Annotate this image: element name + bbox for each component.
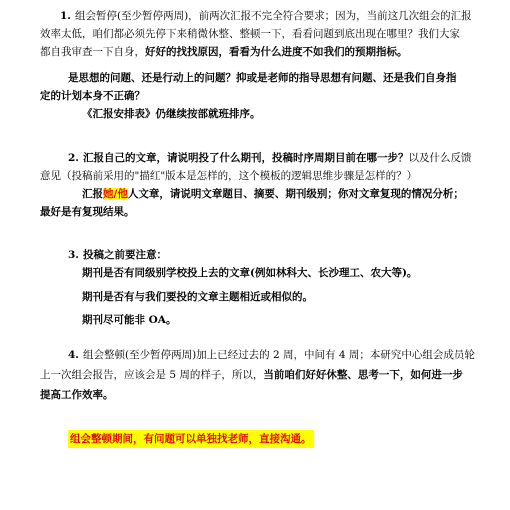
section-4-line-2: 上一次组会报告，应该会是 5 周的样子，所以，当前咱们好好休整、思考一下，如何进一步 [40, 369, 463, 381]
section-4-number: 4. [68, 349, 79, 361]
section-1-line-1: 1. 组会暂停(至少暂停两周)，前两次汇报不完全符合要求；因为，当前这几次组会的汇报 [60, 10, 472, 22]
section-3-item-2: 期刊是否有与我们要投的文章主题相近或相似的。 [82, 291, 313, 303]
section-1-line-5: 定的计划本身不正确？ [40, 90, 145, 102]
section-4-line-3: 提高工作效率。 [40, 389, 114, 401]
section-1-line-2: 效率太低，咱们都必须先停下来稍微休整、整顿一下，看看问题到底出现在哪里？我们大家 [40, 28, 460, 40]
highlighted-notice-banner: 组会整顿期间，有问题可以单独找老师，直接沟通。 [68, 430, 314, 448]
section-2-line-1: 2. 汇报自己的文章，请说明投了什么期刊，投稿时序周期目前在哪一步？以及什么反馈 [68, 152, 472, 164]
section-1-line-3: 都自我审查一下自身，好好的找找原因，看看为什么进度不如我们的预期指标。 [40, 46, 408, 58]
section-3-item-1: 期刊是否有同级别学校投上去的文章(例如林科大、长沙理工、农大等)。 [82, 267, 418, 279]
section-3-item-3: 期刊尽可能非 OA。 [82, 314, 177, 326]
section-1-line-4: 是思想的问题、还是行动上的问题？抑或是老师的指导思想有问题、还是我们自身指 [68, 72, 457, 84]
section-1-line-6: 《汇报安排表》仍继续按部就班排序。 [82, 108, 261, 120]
section-2-number: 2. [68, 152, 79, 164]
highlighted-pronoun: 她/他 [103, 188, 128, 200]
section-2-line-4: 最好是有复现结果。 [40, 206, 135, 218]
section-1-number: 1. [60, 10, 71, 22]
section-4-line-1: 4. 组会整顿(至少暂停两周)加上已经过去的 2 周，中间有 4 周；本研究中心组会成员轮 [68, 349, 475, 361]
section-3-title: 3. 投稿之前要注意： [68, 249, 167, 261]
section-3-number: 3. [68, 249, 79, 261]
section-2-line-3: 汇报她/他人文章，请说明文章题目、摘要、期刊级别；你对文章复现的情况分析； [82, 188, 464, 200]
section-2-line-2: 意见（投稿前采用的"描红"版本是怎样的，这个模板的逻辑思维步骤是怎样的？） [40, 170, 418, 182]
